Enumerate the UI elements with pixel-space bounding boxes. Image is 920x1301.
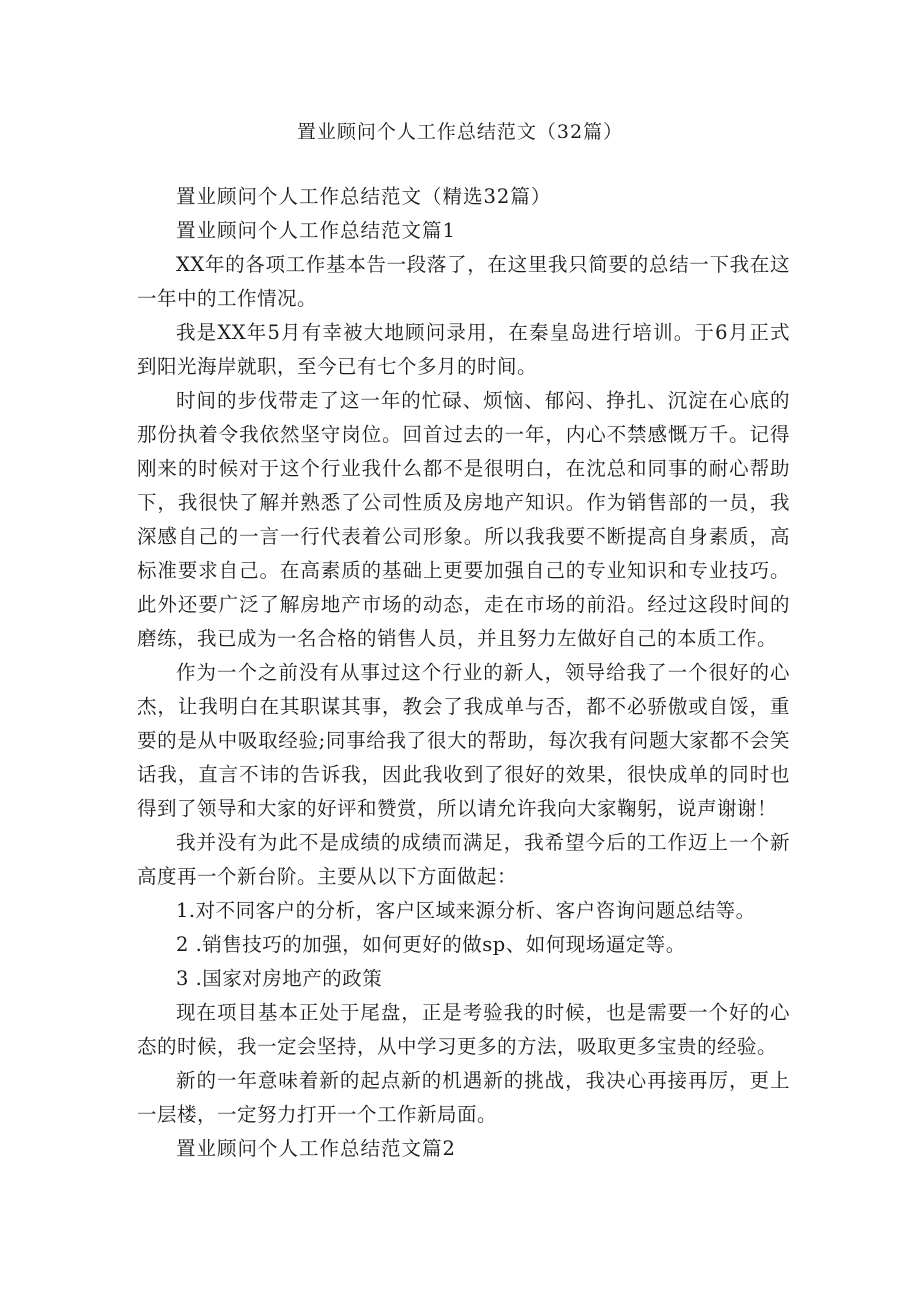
paragraph: 新的一年意味着新的起点新的机遇新的挑战，我决心再接再厉，更上一层楼，一定努力打开一个工作新局面。 (137, 1069, 790, 1126)
paragraph: 我是XX年5月有幸被大地顾问录用，在秦皇岛进行培训。于6月正式到阳光海岸就职，至今已有七个多月的时间。 (137, 321, 790, 378)
document-body (137, 180, 790, 1166)
subtitle: 置业顾问个人工作总结范文（精选32篇） (176, 185, 552, 208)
paragraph: 作为一个之前没有从事过这个行业的新人，领导给我了一个很好的心杰，让我明白在其职谋其事，教会了我成单与否，都不必骄傲或自馁，重要的是从中吸取经验;同事给我了很大的帮助，每次我有问题大家都不会笑话我，直言不讳的告诉我，因此我收到了很好的效果，很快成单的同时也得到了领导和大家的好评和赞赏，所以请允许我向大家鞠躬，说声谢谢！ (137, 661, 790, 820)
list-item: 1.对不同客户的分析，客户区域来源分析、客户咨询问题总结等。 (176, 899, 756, 922)
list-item: 2 .销售技巧的加强，如何更好的做sp、如何现场逼定等。 (176, 933, 686, 956)
paragraph: 时间的步伐带走了这一年的忙碌、烦恼、郁闷、挣扎、沉淀在心底的那份执着令我依然坚守岗位。回首过去的一年，内心不禁感慨万千。记得刚来的时候对于这个行业我什么都不是很明白，在沈总和同事的耐心帮助下，我很快了解并熟悉了公司性质及房地产知识。作为销售部的一员，我深感自己的一言一行代表着公司形象。所以我我要不断提高自身素质，高标准要求自己。在高素质的基础上更要加强自己的专业知识和专业技巧。此外还要广泛了解房地产市场的动态，走在市场的前沿。经过这段时间的磨练，我已成为一名合格的销售人员，并且努力左做好自己的本质工作。 (137, 389, 790, 650)
list-item: 3 .国家对房地产的政策 (176, 967, 383, 990)
section-heading-2: 置业顾问个人工作总结范文篇2 (176, 1137, 456, 1160)
paragraph: 我并没有为此不是成绩的成绩而满足，我希望今后的工作迈上一个新高度再一个新台阶。主要从以下方面做起： (137, 831, 790, 888)
paragraph: 现在项目基本正处于尾盘，正是考验我的时候，也是需要一个好的心态的时候，我一定会坚持，从中学习更多的方法，吸取更多宝贵的经验。 (137, 1001, 790, 1058)
section-heading-1: 置业顾问个人工作总结范文篇1 (176, 219, 456, 242)
document-title: 置业顾问个人工作总结范文（32篇） (296, 121, 624, 143)
paragraph: XX年的各项工作基本告一段落了，在这里我只简要的总结一下我在这一年中的工作情况。 (137, 253, 790, 310)
